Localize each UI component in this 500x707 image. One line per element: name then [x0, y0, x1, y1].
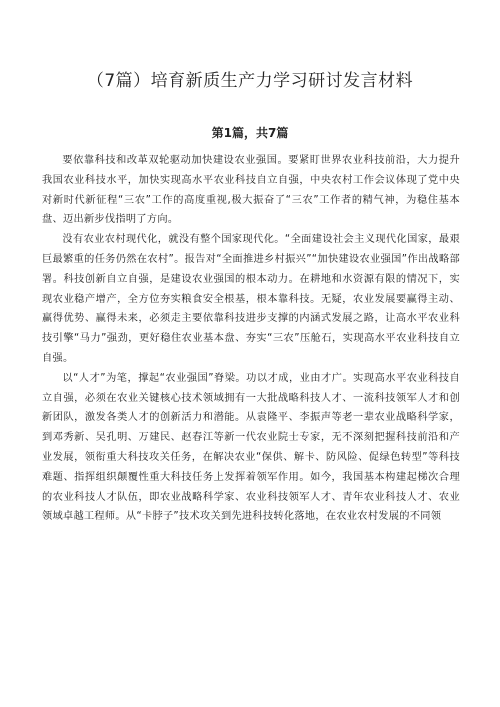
document-title: （7篇）培育新质生产力学习研讨发言材料 [86, 71, 414, 91]
paragraph-2: 没有农业农村现代化，就没有整个国家现代化。“全面建设社会主义现代化国家，最艰巨最繁重的任务仍然在农村”。报告对“全面推进乡村振兴”“加快建设农业强国”作出战略部署。科技创新自立自强，是建设农业强国的根本动力。在耕地和水资源有限的情况下，实现农业稳产增产，全方位夯实粮食安全根基，根本靠科技。无疑，农业发展要赢得主动、赢得优势、赢得未来，必须走主要依靠科技进步支撑的内涵式发展之路，让高水平农业科技引擎“马力”强劲，更好稳住农业基本盘、夯实“三农”压舱石，实现高水平农业科技自立自强。 [42, 234, 460, 364]
document-body [42, 151, 460, 527]
paragraph-3: 以“人才”为笔，撑起“农业强国”脊梁。功以才成，业由才广。实现高水平农业科技自立自强，必须在农业关键核心技术领域拥有一大批战略科技人才、一流科技领军人才和创新团队，激发各类人才的创新活力和潜能。从袁隆平、李振声等老一辈农业战略科学家，到邓秀新、吴孔明、万建民、赵春江等新一代农业院士专家，无不深刻把握科技前沿和产业发展，领衔重大科技攻关任务，在解决农业“保供、解卡、防风险、促绿色转型”等科技难题、指挥组织颠覆性重大科技任务上发挥着领军作用。如今，我国基本构建起梯次合理的农业科技人才队伍，即农业战略科学家、农业科技领军人才、青年农业科技人才、农业领域卓越工程师。从“卡脖子”技术攻关到先进科技转化落地，在农业农村发展的不同领 [42, 372, 460, 523]
section-heading: 第1篇，共7篇 [211, 126, 289, 140]
paragraph-1: 要依靠科技和改革双轮驱动加快建设农业强国。要紧盯世界农业科技前沿，大力提升我国农业科技水平，加快实现高水平农业科技自立自强，中央农村工作会议体现了党中央对新时代新征程“三农”工作的高度重视,极大振奋了“三农”工作者的精气神，为稳住基本盘、迈出新步伐指明了方向。 [42, 155, 460, 226]
